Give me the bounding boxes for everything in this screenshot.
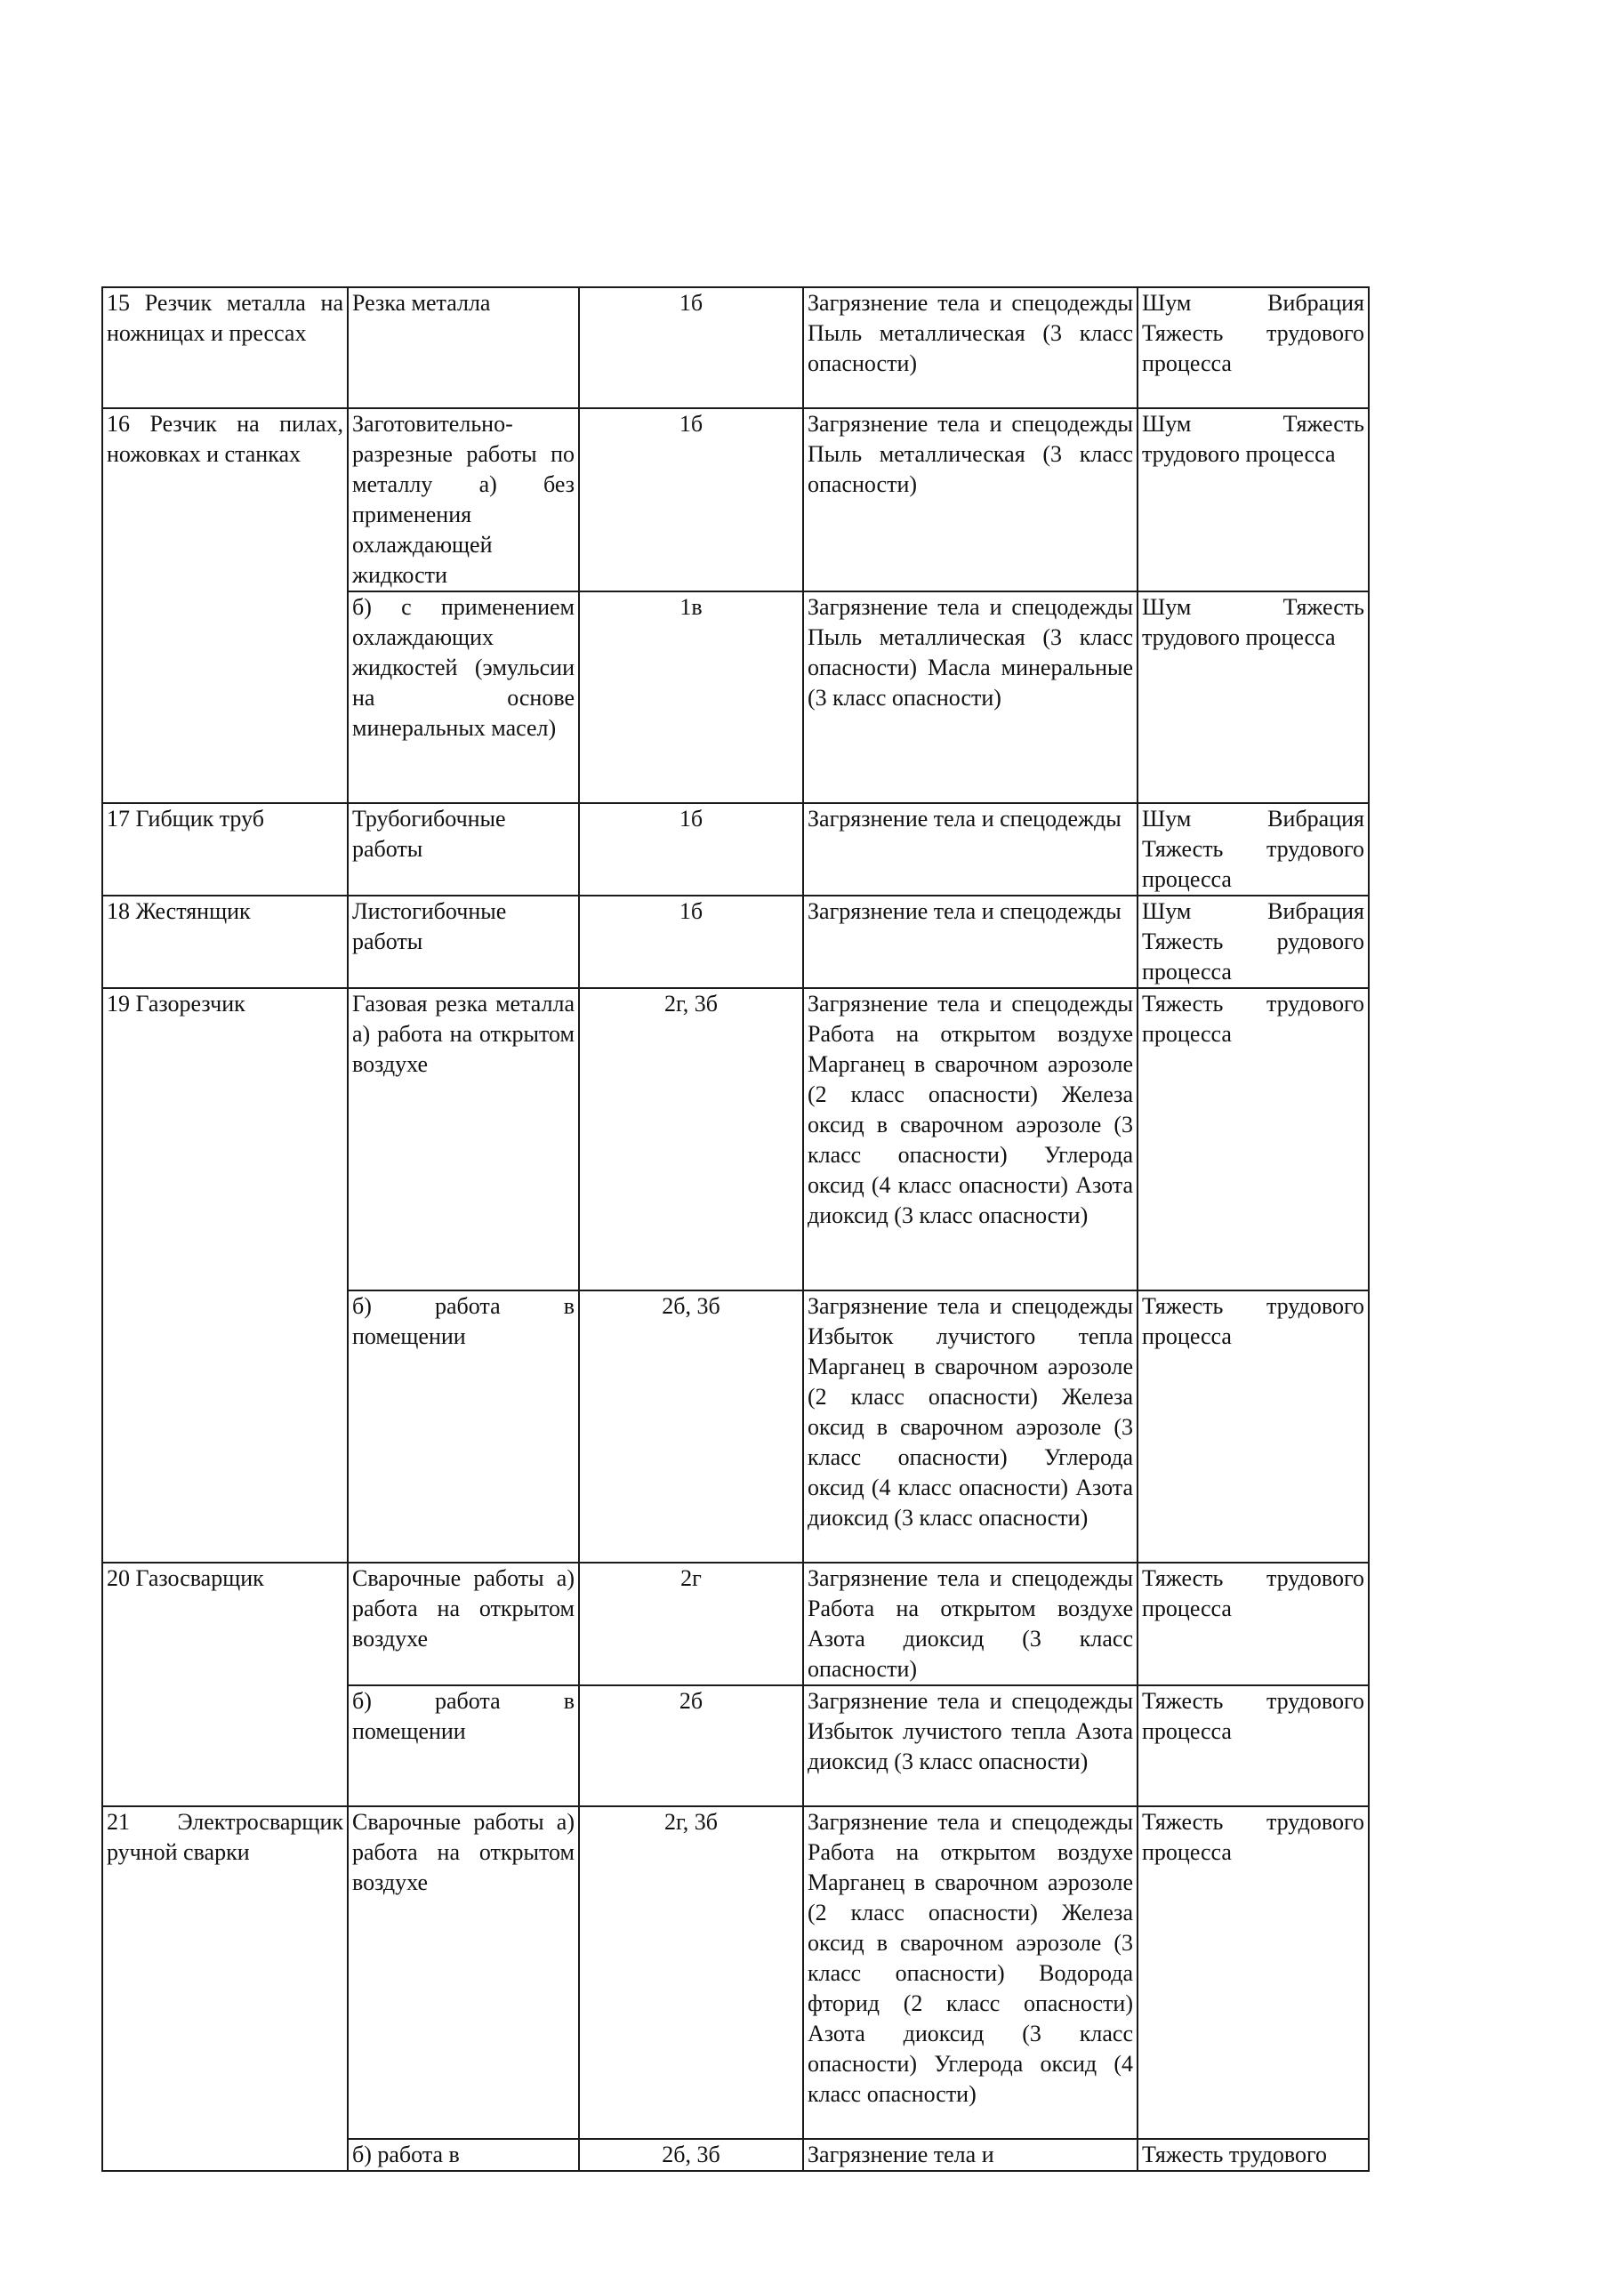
class-cell: 2б, 3б (579, 1290, 803, 1563)
table-row (102, 1806, 1369, 2139)
table-row (102, 1563, 1369, 1685)
factors-cell: Загрязнение тела и спецодежды (803, 896, 1138, 988)
other-factors-cell: Тяжесть трудового (1138, 2139, 1369, 2171)
profession-cell: 20 Газосварщик (102, 1563, 348, 1806)
work-cell: Трубогибочные работы (348, 803, 579, 896)
work-cell: Сварочные работы а) работа на открытом воздухе (348, 1563, 579, 1685)
other-factors-cell: Тяжесть трудового процесса (1138, 1806, 1369, 2139)
other-factors-cell: Тяжесть трудового процесса (1138, 1685, 1369, 1806)
factors-cell: Загрязнение тела и спецодежды Работа на открытом воздухе Азота диоксид (3 класс опасности) (803, 1563, 1138, 1685)
class-cell: 1б (579, 287, 803, 408)
class-cell: 1б (579, 896, 803, 988)
class-cell: 1б (579, 803, 803, 896)
other-factors-cell: Тяжесть трудового процесса (1138, 1290, 1369, 1563)
class-cell: 2б (579, 1685, 803, 1806)
class-cell: 2г (579, 1563, 803, 1685)
class-cell: 2г, 3б (579, 1806, 803, 2139)
table-row (102, 896, 1369, 988)
work-cell: Заготовительно-разрезные работы по металлу а) без применения охлаждающей жидкости (348, 408, 579, 591)
factors-cell: Загрязнение тела и спецодежды Избыток лучистого тепла Азота диоксид (3 класс опасности) (803, 1685, 1138, 1806)
other-factors-cell: Шум Тяжесть трудового процесса (1138, 591, 1369, 803)
profession-cell: 18 Жестянщик (102, 896, 348, 988)
profession-cell: 16 Резчик на пилах, ножовках и станках (102, 408, 348, 803)
factors-cell: Загрязнение тела и спецодежды Работа на открытом воздухе Марганец в сварочном аэрозоле (2 класс опасности) Железа оксид в сварочном аэрозоле (3 класс опасности) Углерода оксид (4 класс опасности) Азота диоксид (3 класс опасности) (803, 988, 1138, 1290)
class-cell: 2г, 3б (579, 988, 803, 1290)
class-cell: 2б, 3б (579, 2139, 803, 2171)
class-cell: 1б (579, 408, 803, 591)
factors-cell: Загрязнение тела и спецодежды Пыль металлическая (3 класс опасности) (803, 287, 1138, 408)
factors-cell: Загрязнение тела и спецодежды (803, 803, 1138, 896)
table-row (102, 803, 1369, 896)
factors-cell: Загрязнение тела и спецодежды Работа на открытом воздухе Марганец в сварочном аэрозоле (2 класс опасности) Железа оксид в сварочном аэрозоле (3 класс опасности) Водорода фторид (2 класс опасности) Азота диоксид (3 класс опасности) Углерода оксид (4 класс опасности) (803, 1806, 1138, 2139)
profession-cell: 19 Газорезчик (102, 988, 348, 1563)
table-row (102, 408, 1369, 591)
work-cell: Резка металла (348, 287, 579, 408)
work-cell: б) работа в (348, 2139, 579, 2171)
work-cell: б) с применением охлаждающих жидкостей (эмульсии на основе минеральных масел) (348, 591, 579, 803)
work-cell: Листогибочные работы (348, 896, 579, 988)
work-cell: Газовая резка металла а) работа на открытом воздухе (348, 988, 579, 1290)
other-factors-cell: Тяжесть трудового процесса (1138, 988, 1369, 1290)
other-factors-cell: Шум Вибрация Тяжесть трудового процесса (1138, 803, 1369, 896)
factors-cell: Загрязнение тела и спецодежды Пыль металлическая (3 класс опасности) (803, 408, 1138, 591)
hazard-table (101, 286, 1370, 2172)
table-row (102, 287, 1369, 408)
profession-cell: 15 Резчик металла на ножницах и прессах (102, 287, 348, 408)
class-cell: 1в (579, 591, 803, 803)
table-row (102, 988, 1369, 1290)
profession-cell: 21 Электросварщик ручной сварки (102, 1806, 348, 2171)
work-cell: б) работа в помещении (348, 1685, 579, 1806)
other-factors-cell: Шум Вибрация Тяжесть рудового процесса (1138, 896, 1369, 988)
work-cell: Сварочные работы а) работа на открытом воздухе (348, 1806, 579, 2139)
other-factors-cell: Шум Тяжесть трудового процесса (1138, 408, 1369, 591)
factors-cell: Загрязнение тела и спецодежды Избыток лучистого тепла Марганец в сварочном аэрозоле (2 класс опасности) Железа оксид в сварочном аэрозоле (3 класс опасности) Углерода оксид (4 класс опасности) Азота диоксид (3 класс опасности) (803, 1290, 1138, 1563)
factors-cell: Загрязнение тела и (803, 2139, 1138, 2171)
other-factors-cell: Тяжесть трудового процесса (1138, 1563, 1369, 1685)
profession-cell: 17 Гибщик труб (102, 803, 348, 896)
factors-cell: Загрязнение тела и спецодежды Пыль металлическая (3 класс опасности) Масла минеральные (3 класс опасности) (803, 591, 1138, 803)
other-factors-cell: Шум Вибрация Тяжесть трудового процесса (1138, 287, 1369, 408)
work-cell: б) работа в помещении (348, 1290, 579, 1563)
